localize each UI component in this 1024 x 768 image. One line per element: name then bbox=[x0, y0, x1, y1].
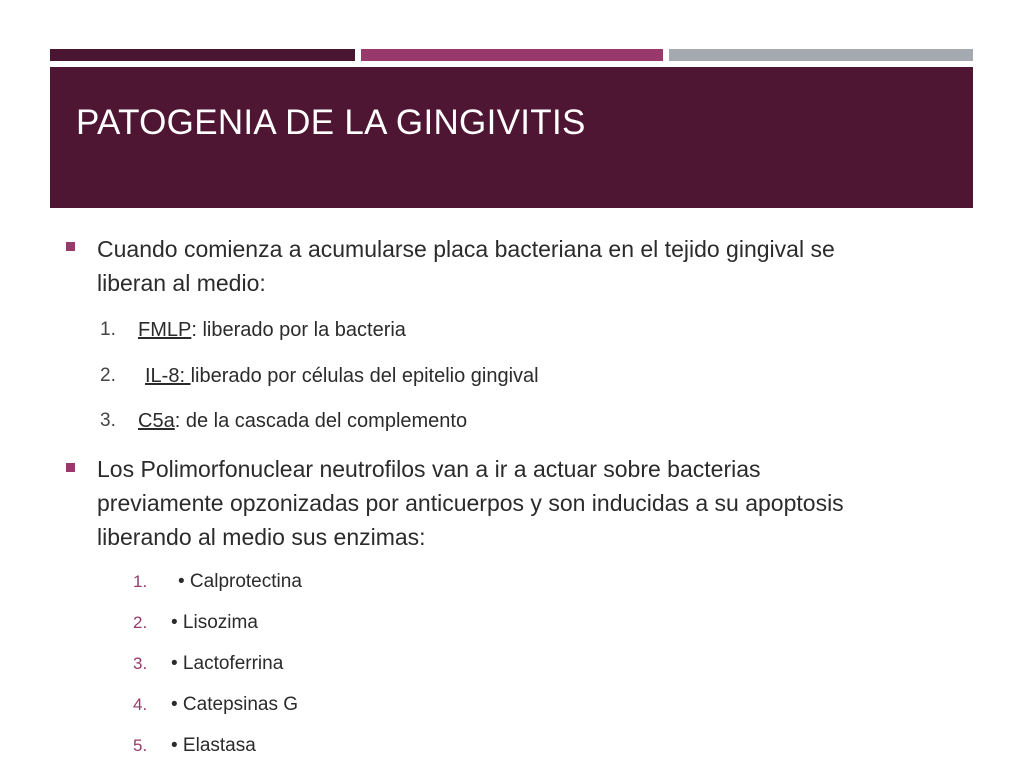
list-number: 5. bbox=[133, 736, 148, 755]
list-item-term: C5a bbox=[138, 410, 175, 432]
list-number: 3. bbox=[133, 654, 148, 673]
list-number: 1. bbox=[100, 319, 116, 340]
list-number: 2. bbox=[133, 613, 148, 632]
bullet-1-line-1: Cuando comienza a acumularse placa bacteriana en el tejido gingival se bbox=[97, 236, 835, 262]
bullet-2-line-2: previamente opzonizadas por anticuerpos y son inducidas a su apoptosis bbox=[97, 490, 844, 516]
slide-title: PATOGENIA DE LA GINGIVITIS bbox=[76, 103, 586, 142]
list-number: 3. bbox=[100, 410, 116, 431]
list-item-term: FMLP bbox=[138, 319, 192, 341]
list-item bbox=[145, 364, 539, 388]
list-number: 1. bbox=[133, 572, 148, 591]
list-item-text: : liberado por la bacteria bbox=[191, 319, 406, 341]
bullet-2-line-3: liberando al medio sus enzimas: bbox=[97, 524, 426, 550]
bullet-1-line-2: liberan al medio: bbox=[97, 270, 266, 296]
list-item-text: liberado por células del epitelio gingival bbox=[190, 365, 539, 387]
list-number: 2. bbox=[100, 365, 116, 386]
list-item: • Lactoferrina bbox=[171, 653, 284, 674]
list-item: • Catepsinas G bbox=[171, 694, 299, 715]
list-item: • Lisozima bbox=[171, 612, 258, 633]
bullet-2-line-1: Los Polimorfonuclear neutrofilos van a ir a actuar sobre bacterias bbox=[97, 456, 761, 482]
list-number: 4. bbox=[133, 695, 148, 714]
list-item: • Elastasa bbox=[171, 735, 256, 756]
list-item bbox=[138, 318, 406, 342]
bullet-square-icon bbox=[66, 242, 75, 251]
list-item-term: IL-8: bbox=[145, 365, 191, 387]
list-item bbox=[138, 409, 467, 433]
bullet-square-icon bbox=[66, 463, 75, 472]
list-item-text: : de la cascada del complemento bbox=[174, 410, 468, 432]
list-item: • Calprotectina bbox=[178, 571, 302, 592]
